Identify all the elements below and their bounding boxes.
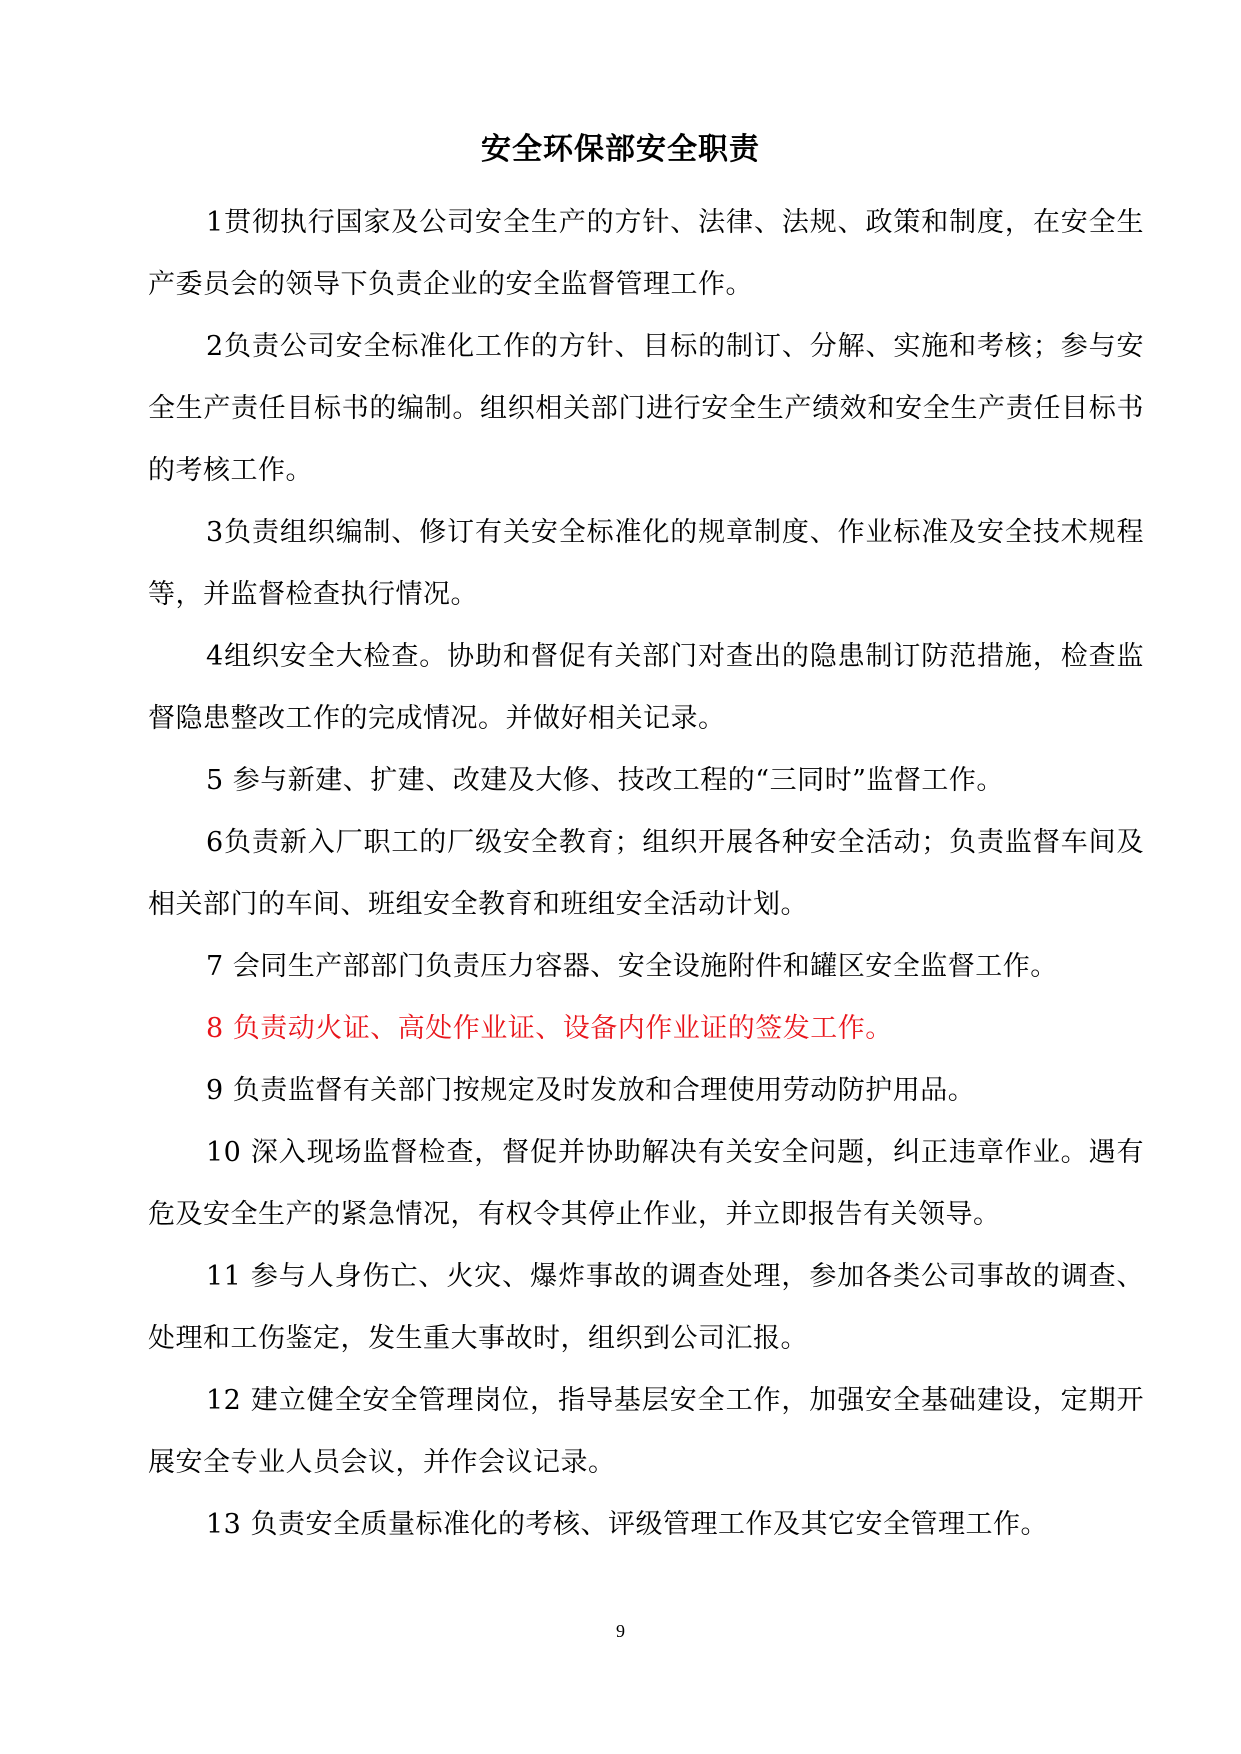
paragraph-7: 7 会同生产部部门负责压力容器、安全设施附件和罐区安全监督工作。 <box>206 951 1058 982</box>
paragraph-3: 3负责组织编制、修订有关安全标准化的规章制度、作业标准及安全技术规程等，并监督检查执行情况。 <box>148 517 1144 610</box>
document-body <box>148 192 1144 1556</box>
paragraph-13: 13 负责安全质量标准化的考核、评级管理工作及其它安全管理工作。 <box>206 1509 1048 1540</box>
paragraph-5: 5 参与新建、扩建、改建及大修、技改工程的“三同时”监督工作。 <box>206 765 1004 796</box>
paragraph-6: 6负责新入厂职工的厂级安全教育；组织开展各种安全活动；负责监督车间及相关部门的车间、班组安全教育和班组安全活动计划。 <box>148 827 1144 920</box>
paragraph-4: 4组织安全大检查。协助和督促有关部门对查出的隐患制订防范措施，检查监督隐患整改工作的完成情况。并做好相关记录。 <box>148 641 1144 734</box>
document-title: 安全环保部安全职责 <box>481 132 760 167</box>
paragraph-12: 12 建立健全安全管理岗位，指导基层安全工作，加强安全基础建设，定期开展安全专业人员会议，并作会议记录。 <box>148 1385 1144 1478</box>
paragraph-1: 1贯彻执行国家及公司安全生产的方针、法律、法规、政策和制度，在安全生产委员会的领导下负责企业的安全监督管理工作。 <box>148 207 1144 300</box>
paragraph-11: 11 参与人身伤亡、火灾、爆炸事故的调查处理，参加各类公司事故的调查、处理和工伤鉴定，发生重大事故时，组织到公司汇报。 <box>148 1261 1144 1354</box>
paragraph-9: 9 负责监督有关部门按规定及时发放和合理使用劳动防护用品。 <box>206 1075 976 1106</box>
paragraph-10: 10 深入现场监督检查，督促并协助解决有关安全问题，纠正违章作业。遇有危及安全生产的紧急情况，有权令其停止作业，并立即报告有关领导。 <box>148 1137 1144 1230</box>
paragraph-8-highlighted: 8 负责动火证、高处作业证、设备内作业证的签发工作。 <box>206 1013 893 1044</box>
paragraph-2: 2负责公司安全标准化工作的方针、目标的制订、分解、实施和考核；参与安全生产责任目标书的编制。组织相关部门进行安全生产绩效和安全生产责任目标书的考核工作。 <box>148 331 1144 486</box>
page-number: 9 <box>616 1621 625 1641</box>
